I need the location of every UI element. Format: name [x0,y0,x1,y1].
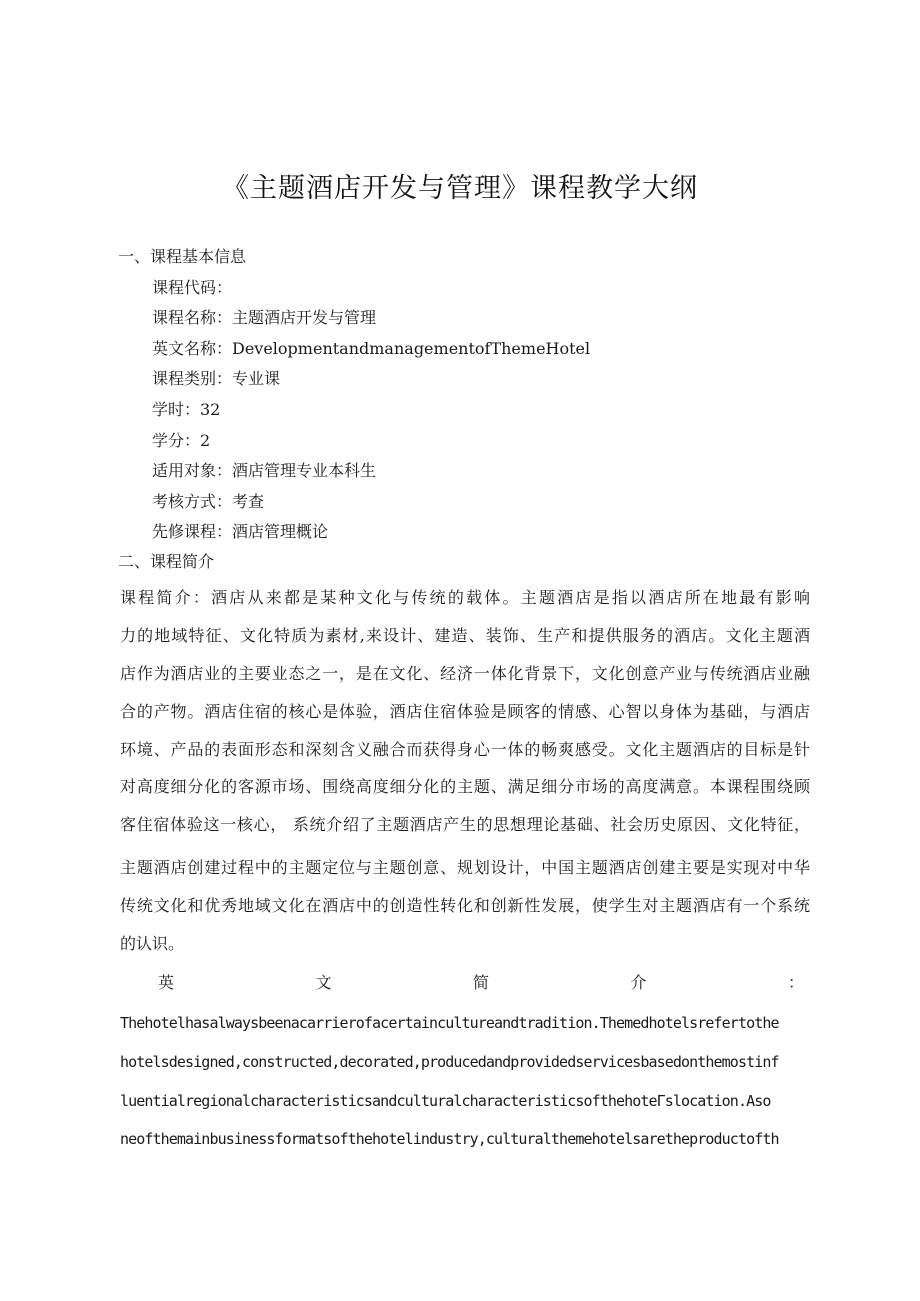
english-intro-line: luentialregionalcharacteristicsandculturalcharacteristicsofthehoteΓslocation.Aso [120,1092,771,1110]
section-heading-course-intro: 二、课程简介 [118,552,215,571]
field-prerequisite: 先修课程：酒店管理概论 [152,522,329,541]
paragraph-line: 力的地域特征、文化特质为素材,来设计、建造、装饰、生产和提供服务的酒店。文化主题酒 [120,626,810,645]
heading-char: 英 [158,973,175,992]
paragraph-line: 环境、产品的表面形态和深刻含义融合而获得身心一体的畅爽感受。文化主题酒店的目标是针 [120,740,810,759]
field-course-code: 课程代码： [152,278,233,297]
field-assessment-method: 考核方式：考查 [152,492,265,511]
english-intro-line: hotelsdesigned,constructed,decorated,producedandprovidedservicesbasedonthemostinf [120,1053,779,1071]
field-course-name: 课程名称：主题酒店开发与管理 [152,308,377,327]
document-title: 《主题酒店开发与管理》课程教学大纲 [222,173,698,204]
heading-char: ： [787,973,804,992]
field-target-students: 适用对象：酒店管理专业本科生 [152,461,377,480]
field-credits: 学分：2 [152,431,211,450]
paragraph-line: 店作为酒店业的主要业态之一，是在文化、经济一体化背景下，文化创意产业与传统酒店业融 [120,664,810,683]
field-class-hours: 学时：32 [152,400,221,419]
section-heading-basic-info: 一、课程基本信息 [118,247,247,266]
english-intro-line: neofthemainbusinessformatsofthehotelindustry,culturalthemehotelsaretheproductofth [120,1130,779,1148]
paragraph-line: 的认识。 [120,934,185,953]
english-intro-line: Thehotelhasalwaysbeenacarrierofacertaincultureandtradition.Themedhotelsrefertothe [120,1014,779,1032]
paragraph-line: 对高度细分化的客源市场、围绕高度细分化的主题、满足细分市场的高度满意。本课程围绕顾 [120,777,810,796]
english-intro-heading [158,973,804,993]
heading-char: 简 [472,973,489,992]
field-course-category: 课程类别：专业课 [152,369,281,388]
heading-char: 文 [315,973,332,992]
paragraph-line: 主题酒店创建过程中的主题定位与主题创意、规划设计，中国主题酒店创建主要是实现对中华 [120,858,810,877]
paragraph-line: 合的产物。酒店住宿的核心是体验，酒店住宿体验是顾客的情感、心智以身体为基础，与酒店 [120,702,810,721]
paragraph-line: 课程简介：酒店从来都是某种文化与传统的载体。主题酒店是指以酒店所在地最有影响 [120,588,810,607]
heading-char: 介 [630,973,647,992]
field-english-name: 英文名称：DevelopmentandmanagementofThemeHotel [152,339,591,358]
paragraph-line: 传统文化和优秀地域文化在酒店中的创造性转化和创新性发展，使学生对主题酒店有一个系统 [120,896,810,915]
paragraph-line: 客住宿体验这一核心， 系统介绍了主题酒店产生的思想理论基础、社会历史原因、文化特征， [120,815,810,834]
